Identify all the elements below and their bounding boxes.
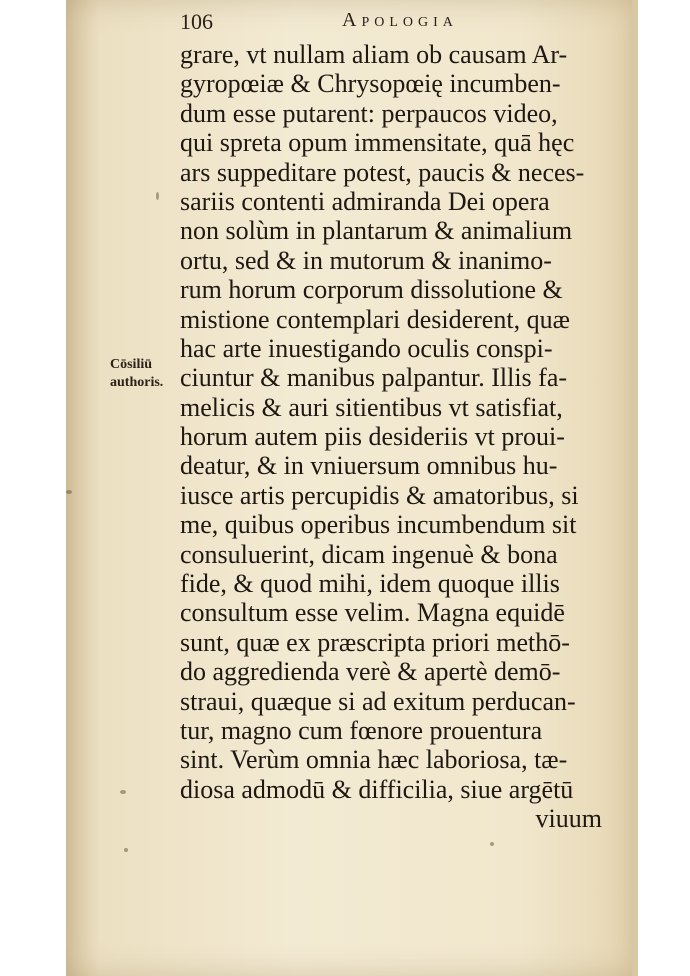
text-line: diosa admodū & difficilia, siue argētū xyxy=(180,774,574,804)
text-line: non solùm in plantarum & animalium xyxy=(180,216,573,246)
marginal-note-line: Cōsiliū xyxy=(110,357,153,372)
text-line: consultum esse velim. Magna equidē xyxy=(180,598,565,628)
text-line: melicis & auri sitientibus vt satisfiat, xyxy=(180,392,563,422)
ink-speck xyxy=(124,848,128,852)
page-gutter xyxy=(632,0,638,976)
page-number: 106 xyxy=(180,9,213,34)
text-line: rum horum corporum dissolutione & xyxy=(180,275,563,305)
text-line: grare, vt nullam aliam ob causam Ar- xyxy=(180,40,568,69)
body-text xyxy=(180,40,610,834)
ink-speck xyxy=(66,490,72,494)
running-head: Apologia xyxy=(342,9,458,31)
text-line: do aggredienda verè & apertè demō- xyxy=(180,657,561,687)
ink-speck xyxy=(120,790,126,794)
page-header xyxy=(180,9,600,35)
text-line: me, quibus operibus incumbendum sit xyxy=(180,510,577,540)
text-line: fide, & quod mihi, idem quoque illis xyxy=(180,569,560,599)
text-line: tur, magno cum fœnore prouentura xyxy=(180,715,543,745)
text-line: iusce artis percupidis & amatoribus, si xyxy=(180,480,579,510)
text-line: ars suppeditare potest, paucis & neces- xyxy=(180,157,585,187)
text-line: horum autem piis desideriis vt proui- xyxy=(180,422,565,452)
text-line: qui spreta opum immensitate, quā hęc xyxy=(180,128,575,158)
text-line: sariis contenti admiranda Dei opera xyxy=(180,186,550,216)
text-line: sint. Verùm omnia hæc laboriosa, tæ- xyxy=(180,745,568,775)
text-line: mistione contemplari desiderent, quæ xyxy=(180,304,570,334)
text-line: deatur, & in vniuersum omnibus hu- xyxy=(180,451,558,481)
marginal-note xyxy=(110,356,180,392)
text-line: dum esse putarent: perpaucos video, xyxy=(180,98,558,128)
text-line: hac arte inuestigando oculis conspi- xyxy=(180,333,553,363)
text-line: sunt, quæ ex præscripta priori methō- xyxy=(180,627,570,657)
text-line: gyropœiæ & Chrysopœię incumben- xyxy=(180,69,561,99)
text-line: ciuntur & manibus palpantur. Illis fa- xyxy=(180,363,568,393)
ink-speck xyxy=(156,192,159,200)
marginal-note-line: authoris. xyxy=(110,375,164,390)
text-line: consuluerint, dicam ingenuè & bona xyxy=(180,539,558,569)
text-line: ortu, sed & in mutorum & inanimo- xyxy=(180,245,552,275)
catchword: viuum xyxy=(535,804,602,834)
ink-speck xyxy=(490,842,494,846)
text-line: straui, quæque si ad exitum perducan- xyxy=(180,686,576,716)
